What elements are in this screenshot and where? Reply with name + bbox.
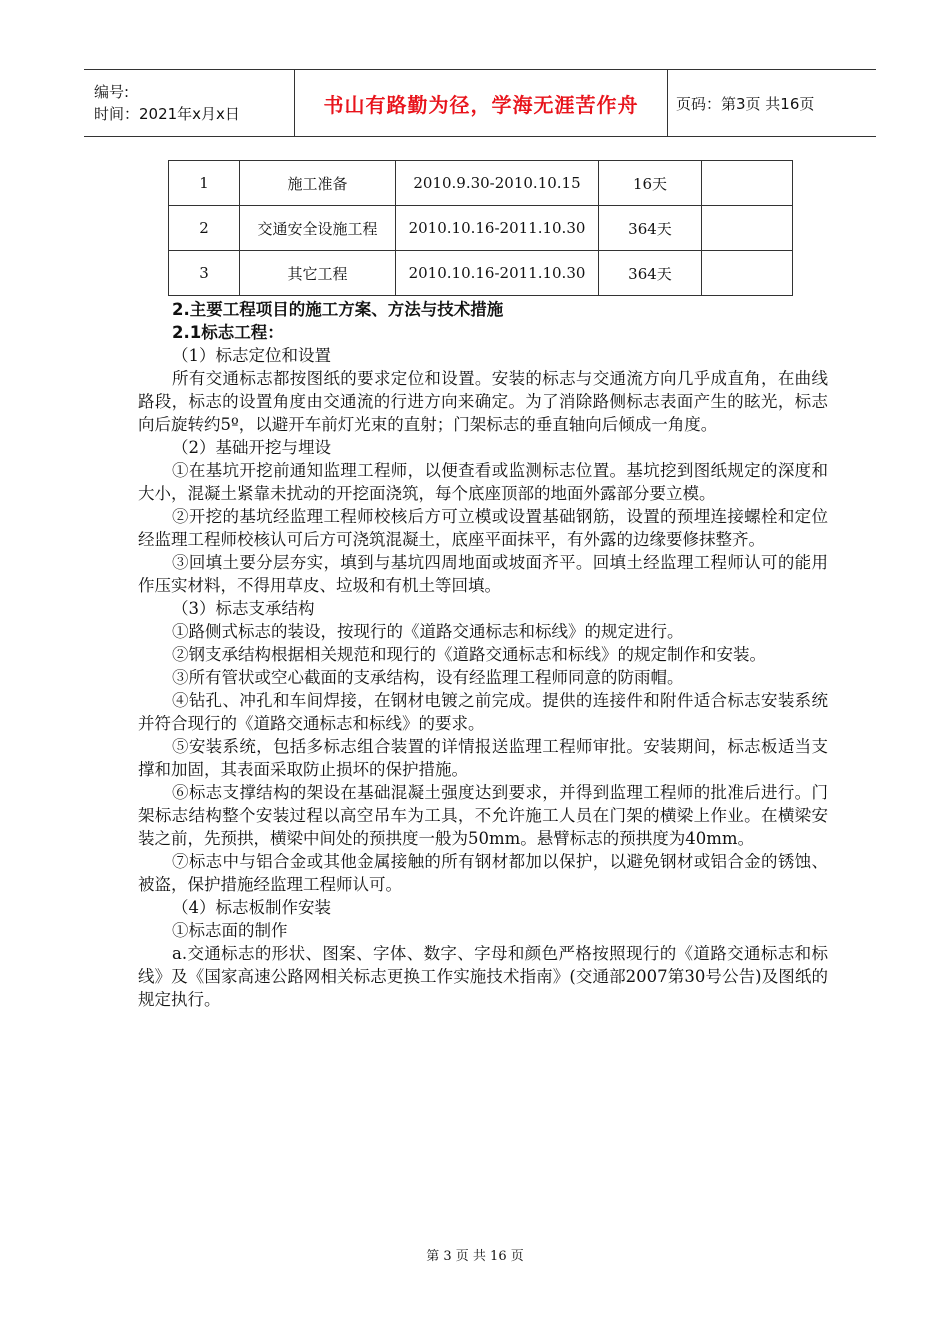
duration: 364天 [599, 251, 702, 296]
row-number: 2 [169, 206, 240, 251]
duration: 16天 [599, 161, 702, 206]
table-row [169, 161, 793, 206]
item-heading: （2）基础开挖与埋设 [172, 438, 331, 457]
section-heading: 2.主要工程项目的施工方案、方法与技术措施 [172, 300, 504, 319]
row-number: 3 [169, 251, 240, 296]
page-info-text: 页码：第3页 共16页 [676, 94, 815, 113]
paragraph: ①路侧式标志的装设，按现行的《道路交通标志和标线》的规定进行。 [172, 622, 684, 641]
item-heading: （3）标志支承结构 [172, 599, 315, 618]
period: 2010.9.30-2010.10.15 [396, 161, 599, 206]
duration: 364天 [599, 206, 702, 251]
paragraph: ③回填土要分层夯实，填到与基坑四周地面或坡面齐平。回填土经监理工程师认可的能用作压实材料，不得用草皮、垃圾和有机土等回填。 [138, 553, 828, 595]
paragraph: ⑦标志中与铝合金或其他金属接触的所有钢材都加以保护，以避免钢材或铝合金的锈蚀、被盗，保护措施经监理工程师认可。 [138, 852, 828, 894]
paragraph: a.交通标志的形状、图案、字体、数字、字母和颜色严格按照现行的《道路交通标志和标线》及《国家高速公路网相关标志更换工作实施技术指南》(交通部2007第30号公告)及图纸的规定执行。 [138, 944, 828, 1009]
item-heading: （4）标志板制作安装 [172, 898, 331, 917]
motto-text: 书山有路勤为径，学海无涯苦作舟 [323, 92, 639, 117]
work-item: 其它工程 [240, 251, 396, 296]
header-page-info [668, 70, 876, 136]
note [702, 161, 793, 206]
paragraph: ③所有管状或空心截面的支承结构，设有经监理工程师同意的防雨帽。 [172, 668, 684, 687]
paragraph: ①在基坑开挖前通知监理工程师，以便查看或监测标志位置。基坑挖到图纸规定的深度和大小，混凝土紧靠未扰动的开挖面浇筑，每个底座顶部的地面外露部分要立模。 [138, 461, 828, 503]
paragraph: 所有交通标志都按图纸的要求定位和设置。安装的标志与交通流方向几乎成直角，在曲线路段，标志的设置角度由交通流的行进方向来确定。为了消除路侧标志表面产生的眩光，标志向后旋转约5º，以避开车前灯光束的直射；门架标志的垂直轴向后倾成一角度。 [138, 369, 828, 434]
work-item: 交通安全设施工程 [240, 206, 396, 251]
header-meta [84, 70, 294, 136]
period: 2010.10.16-2011.10.30 [396, 251, 599, 296]
number-label: 编号: [94, 83, 130, 101]
item-heading: ①标志面的制作 [172, 921, 288, 940]
paragraph: ④钻孔、冲孔和车间焊接，在钢材电镀之前完成。提供的连接件和附件适合标志安装系统并符合现行的《道路交通标志和标线》的要求。 [138, 691, 828, 733]
paragraph: ②开挖的基坑经监理工程师校核后方可立模或设置基础钢筋，设置的预埋连接螺栓和定位经监理工程师校核认可后方可浇筑混凝土，底座平面抹平，有外露的边缘要修抹整齐。 [138, 507, 828, 549]
table-row [169, 206, 793, 251]
paragraph: ⑤安装系统，包括多标志组合装置的详情报送监理工程师审批。安装期间，标志板适当支撑和加固，其表面采取防止损坏的保护措施。 [138, 737, 828, 779]
page-header [84, 69, 876, 137]
paragraph: ②钢支承结构根据相关规范和现行的《道路交通标志和标线》的规定制作和安装。 [172, 645, 766, 664]
header-motto [294, 70, 668, 136]
schedule-table [168, 160, 793, 296]
paragraph: ⑥标志支撑结构的架设在基础混凝土强度达到要求，并得到监理工程师的批准后进行。门架标志结构整个安装过程以高空吊车为工具，不允许施工人员在门架的横梁上作业。在横梁安装之前，先预拱，横梁中间处的预拱度一般为50mm。悬臂标志的预拱度为40mm。 [138, 783, 828, 848]
note [702, 251, 793, 296]
table-row [169, 251, 793, 296]
period: 2010.10.16-2011.10.30 [396, 206, 599, 251]
row-number: 1 [169, 161, 240, 206]
subsection-heading: 2.1标志工程： [172, 323, 284, 342]
item-heading: （1）标志定位和设置 [172, 346, 331, 365]
work-item: 施工准备 [240, 161, 396, 206]
page-footer: 第 3 页 共 16 页 [426, 1249, 524, 1264]
document-body [138, 298, 828, 1011]
time-label: 时间：2021年x月x日 [94, 105, 240, 123]
note [702, 206, 793, 251]
